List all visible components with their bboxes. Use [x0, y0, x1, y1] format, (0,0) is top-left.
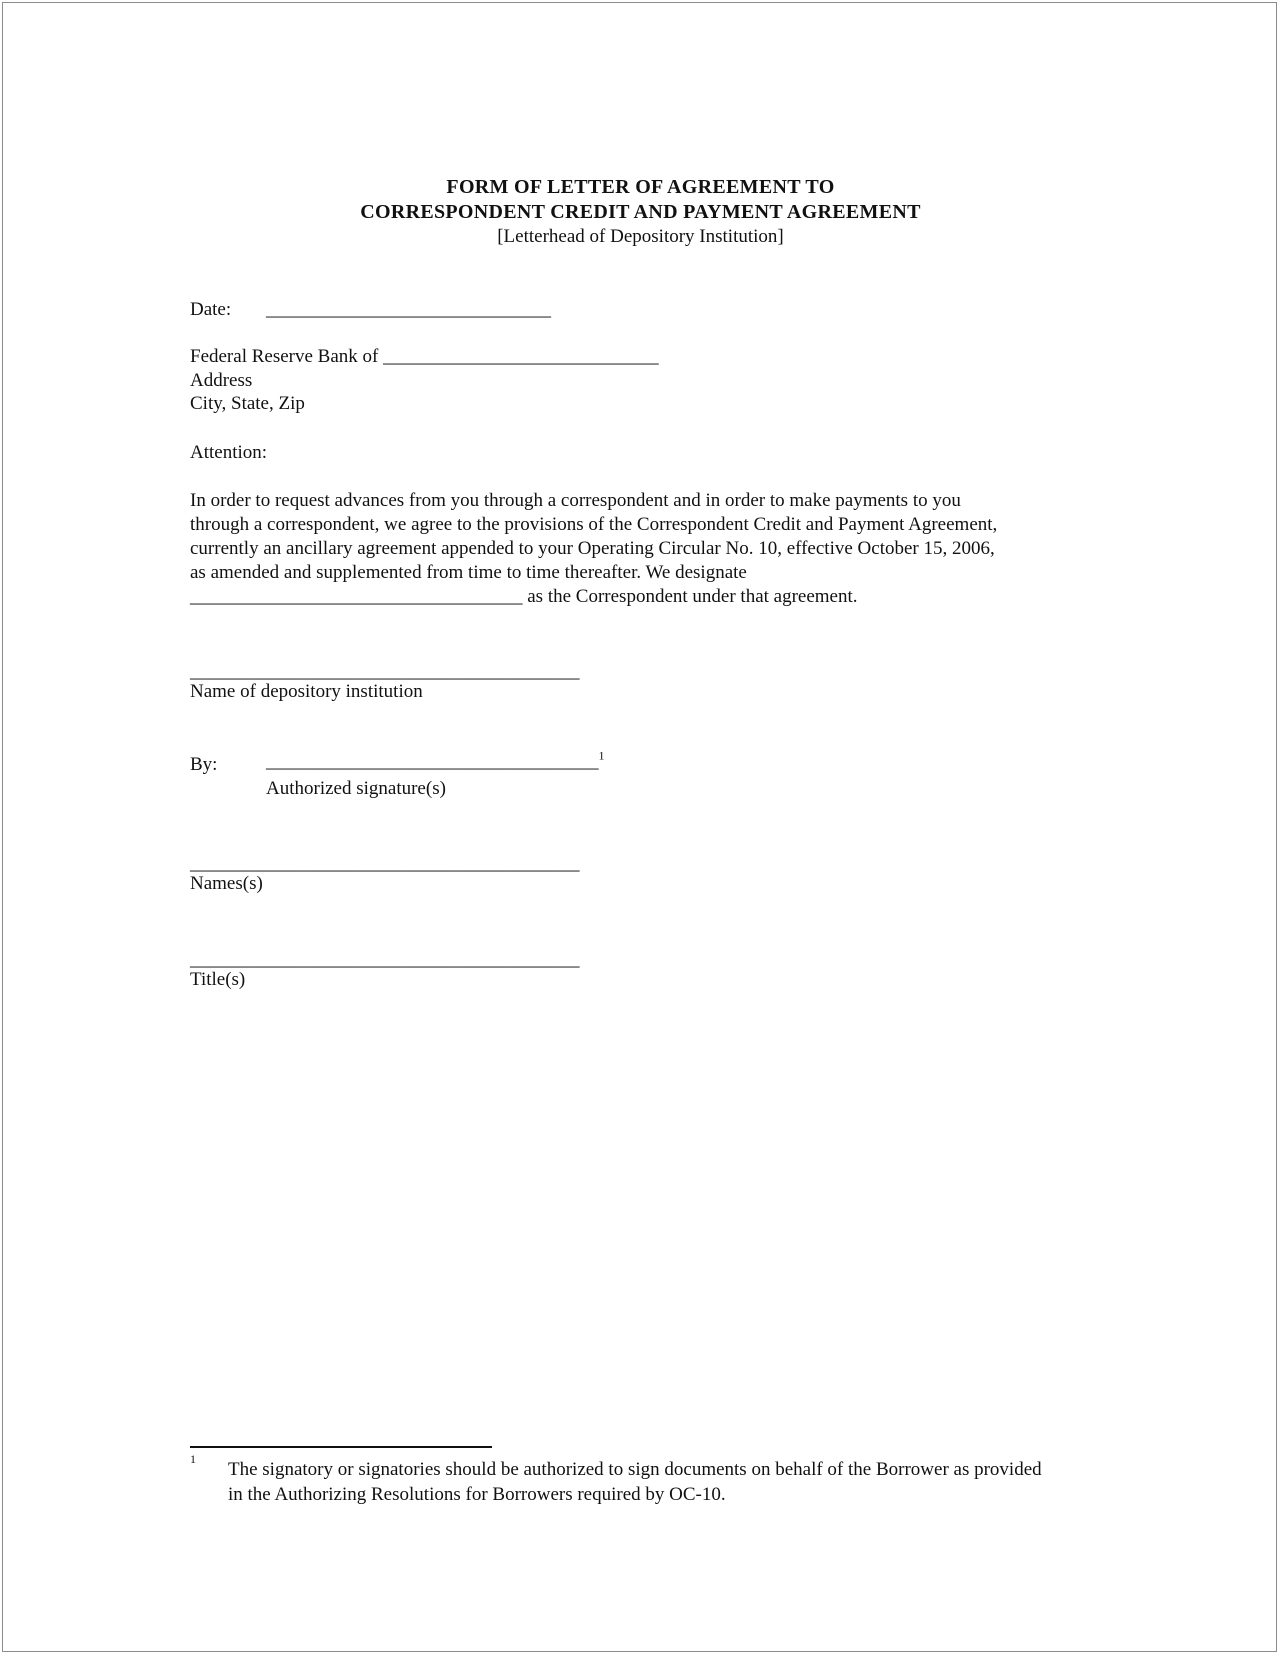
document-title-line-1: FORM OF LETTER OF AGREEMENT TO [446, 176, 835, 198]
names-label: Names(s) [190, 873, 263, 894]
footnote-line: in the Authorizing Resolutions for Borrowers required by OC-10. [228, 1484, 726, 1505]
names-blank: _________________________________________ [190, 853, 580, 874]
footnote-text [228, 1457, 1042, 1507]
titles-label: Title(s) [190, 969, 246, 990]
signature-blank: ___________________________________ [266, 751, 599, 772]
agreement-paragraph [190, 489, 1090, 609]
date-label: Date: [190, 299, 232, 320]
paragraph-line: In order to request advances from you through a correspondent and in order to make payments to you [190, 490, 961, 511]
signature-label: Authorized signature(s) [266, 778, 446, 799]
paragraph-line: as amended and supplemented from time to time thereafter. We designate [190, 562, 747, 583]
by-label: By: [190, 754, 218, 775]
signature-line [266, 750, 605, 774]
footnote-reference: 1 [598, 748, 605, 763]
date-blank: ______________________________ [266, 299, 551, 320]
paragraph-line: ___________________________________ as the Correspondent under that agreement. [190, 586, 858, 607]
address-line: Address [190, 370, 253, 391]
attention-line: Attention: [190, 442, 268, 463]
titles-blank: _________________________________________ [190, 949, 580, 970]
city-state-zip-line: City, State, Zip [190, 393, 305, 414]
paragraph-line: through a correspondent, we agree to the provisions of the Correspondent Credit and Payment Agreement, [190, 514, 998, 535]
paragraph-line: currently an ancillary agreement appended to your Operating Circular No. 10, effective October 15, 2006, [190, 538, 995, 559]
bank-line: Federal Reserve Bank of _____________________________ [190, 346, 659, 367]
footnote-line: The signatory or signatories should be authorized to sign documents on behalf of the Borrower as provided [228, 1459, 1042, 1480]
document-page [2, 2, 1277, 1652]
letterhead-placeholder: [Letterhead of Depository Institution] [497, 226, 784, 247]
document-title-line-2: CORRESPONDENT CREDIT AND PAYMENT AGREEMENT [360, 201, 921, 223]
institution-blank: _________________________________________ [190, 661, 580, 682]
footnote-number: 1 [190, 1452, 196, 1466]
institution-label: Name of depository institution [190, 681, 423, 702]
footnote-separator [190, 1446, 492, 1448]
